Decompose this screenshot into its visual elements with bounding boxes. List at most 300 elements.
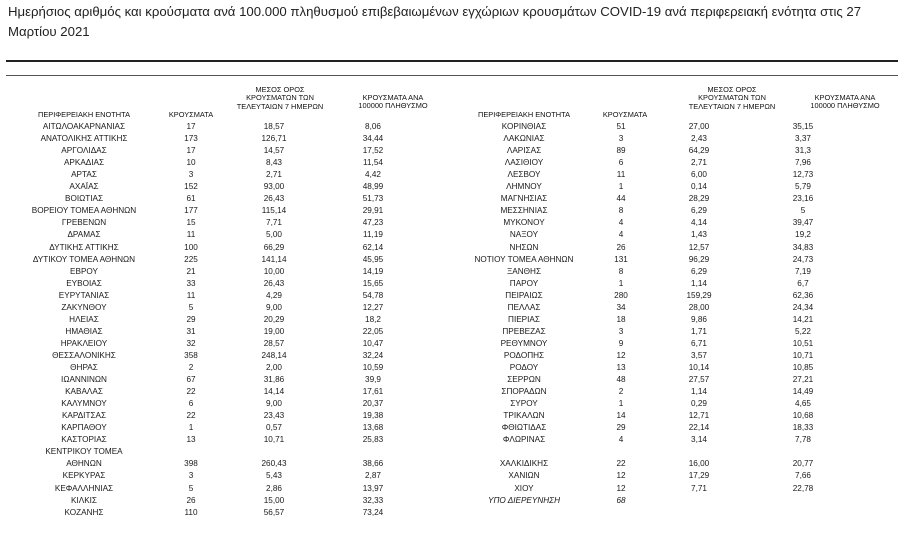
table-row [448, 495, 868, 507]
cases-cell: 4 [618, 435, 624, 445]
avg-cell: 18,57 [263, 122, 285, 131]
avg-cell: 4,29 [266, 290, 282, 300]
rate-cell: 13,97 [362, 483, 384, 493]
region-name: ΔΥΤΙΚΗΣ ΑΤΤΙΚΗΣ [49, 242, 119, 252]
table-row [448, 302, 868, 314]
region-name: ΕΒΡΟΥ [70, 266, 98, 276]
avg-cell: 10,00 [263, 266, 285, 276]
avg-cell: 126,71 [261, 134, 287, 144]
table-row [8, 434, 428, 446]
right-header-cases: ΚΡΟΥΣΜΑΤΑ [602, 110, 648, 119]
cases-cell: 100 [184, 242, 198, 252]
cases-cell: 68 [616, 495, 626, 505]
avg-cell: 1,14 [691, 387, 707, 397]
rate-cell: 10,68 [792, 411, 814, 421]
avg-cell: 93,00 [263, 182, 285, 192]
cases-cell: 10 [186, 158, 196, 168]
avg-cell: 2,71 [691, 158, 707, 168]
rate-cell: 62,36 [792, 290, 814, 300]
region-name: ΣΕΡΡΩΝ [507, 375, 541, 385]
region-name: ΑΙΤΩΛΟΑΚΑΡΝΑΝΙΑΣ [42, 122, 126, 131]
avg-cell: 16,00 [688, 459, 710, 469]
avg-cell: 2,86 [266, 483, 282, 493]
table-row [448, 338, 868, 350]
rate-cell: 4,65 [795, 399, 811, 409]
avg-cell: 2,43 [691, 134, 707, 144]
region-name: ΚΑΛΥΜΝΟΥ [61, 399, 107, 409]
table-row [448, 217, 868, 229]
avg-cell: 10,14 [688, 363, 710, 372]
cases-cell: 89 [616, 146, 626, 156]
avg-cell: 9,00 [266, 399, 282, 409]
region-name: ΔΥΤΙΚΟΥ ΤΟΜΕΑ ΑΘΗΝΩΝ [32, 254, 136, 264]
region-name: ΛΑΣΙΘΙΟΥ [504, 158, 544, 168]
cases-cell: 3 [188, 170, 194, 180]
region-name: ΚΙΛΚΙΣ [70, 495, 97, 505]
avg-cell: 28,29 [688, 194, 710, 204]
table-row [8, 326, 428, 338]
table-row [448, 254, 868, 266]
region-name: ΗΜΑΘΙΑΣ [65, 326, 103, 336]
avg-cell: 17,29 [688, 471, 710, 481]
rate-cell: 11,19 [363, 230, 383, 240]
cases-cell: 12 [616, 483, 626, 493]
region-name: ΠΙΕΡΙΑΣ [508, 314, 540, 324]
table-row [448, 193, 868, 205]
avg-cell: 26,43 [263, 278, 285, 288]
table-row [8, 229, 428, 241]
region-name: ΓΡΕΒΕΝΩΝ [61, 218, 107, 228]
region-name: ΛΑΡΙΣΑΣ [506, 146, 542, 156]
avg-cell: 27,57 [688, 375, 710, 385]
avg-cell: 28,00 [688, 302, 710, 312]
region-name: ΤΡΙΚΑΛΩΝ [503, 411, 545, 421]
rate-cell: 27,21 [792, 375, 814, 385]
table-row [8, 374, 428, 386]
region-name: ΒΟΙΩΤΙΑΣ [64, 194, 104, 204]
avg-cell: 10,71 [263, 435, 285, 445]
rate-cell: 5,79 [795, 182, 811, 192]
cases-cell: 1 [618, 182, 624, 192]
rate-cell: 14,19 [362, 266, 384, 276]
table-row [448, 229, 868, 241]
cases-cell: 11 [186, 290, 196, 300]
table-row [448, 434, 868, 446]
avg-cell: 6,00 [691, 170, 707, 180]
avg-cell: 28,57 [263, 338, 285, 348]
cases-cell: 173 [184, 134, 198, 144]
cases-cell: 1 [618, 399, 624, 409]
cases-cell: 17 [186, 146, 196, 156]
table-row [448, 133, 868, 145]
cases-cell: 6 [618, 158, 624, 168]
region-name: ΦΘΙΩΤΙΔΑΣ [501, 423, 547, 433]
avg-cell: 64,29 [688, 146, 710, 156]
rate-cell: 22,05 [362, 326, 384, 336]
rate-cell: 12,27 [362, 302, 384, 312]
avg-cell: 1,43 [691, 230, 707, 240]
table-row [8, 398, 428, 410]
table-row [8, 242, 428, 254]
avg-cell: 248,14 [261, 350, 287, 360]
table-row [8, 386, 428, 398]
table-row [8, 157, 428, 169]
avg-cell: 12,57 [688, 242, 710, 252]
left-header-region: ΠΕΡΙΦΕΡΕΙΑΚΗ ΕΝΟΤΗΤΑ [38, 110, 130, 119]
region-name: ΧΑΛΚΙΔΙΚΗΣ [499, 459, 549, 469]
rate-cell: 20,37 [362, 399, 384, 409]
rate-cell: 24,34 [792, 302, 814, 312]
region-name: ΥΠΟ ΔΙΕΡΕΥΝΗΣΗ [488, 495, 560, 505]
cases-cell: 26 [186, 495, 196, 505]
rate-cell: 23,16 [792, 194, 814, 204]
avg-cell: 0,14 [691, 182, 707, 192]
table-row [8, 169, 428, 181]
cases-cell: 4 [618, 230, 624, 240]
table-row [448, 278, 868, 290]
rate-cell: 54,78 [362, 290, 384, 300]
cases-cell: 22 [616, 459, 626, 469]
rate-cell: 73,24 [362, 507, 384, 517]
rate-cell: 11,54 [363, 158, 383, 168]
cases-cell: 61 [186, 194, 196, 204]
region-name: ΧΑΝΙΩΝ [508, 471, 540, 481]
region-name: ΧΙΟΥ [514, 483, 534, 493]
table-row [448, 145, 868, 157]
avg-cell: 1,71 [691, 326, 707, 336]
region-name: ΚΟΖΑΝΗΣ [64, 507, 104, 517]
rate-cell: 2,87 [365, 471, 381, 481]
rate-cell: 29,91 [362, 206, 384, 216]
avg-cell: 4,14 [691, 218, 707, 228]
region-name: ΔΡΑΜΑΣ [67, 230, 101, 240]
avg-cell: 159,29 [686, 290, 712, 300]
table-row [8, 314, 428, 326]
cases-cell: 110 [184, 507, 198, 517]
page-title: Ημερήσιος αριθμός και κρούσματα ανά 100.000 πληθυσμού επιβεβαιωμένων εγχώριων κρουσμάτων COVID-19 ανά περιφερειακή ενότητα στις 27 Μαρτίου 2021 [8, 4, 862, 39]
table-row [8, 217, 428, 229]
table-row [448, 181, 868, 193]
rate-cell: 38,66 [362, 459, 384, 469]
avg-cell: 14,57 [263, 146, 285, 156]
table-row [8, 410, 428, 422]
table-row [448, 157, 868, 169]
table-row [448, 326, 868, 338]
cases-cell: 1 [618, 278, 624, 288]
table-row [8, 254, 428, 266]
cases-cell: 26 [616, 242, 626, 252]
cases-cell: 17 [186, 122, 196, 131]
region-name: ΒΟΡΕΙΟΥ ΤΟΜΕΑ ΑΘΗΝΩΝ [31, 206, 137, 216]
avg-cell: 0,57 [266, 423, 282, 433]
rate-cell: 39,47 [792, 218, 814, 228]
rate-cell: 10,51 [792, 338, 814, 348]
region-name: ΘΗΡΑΣ [70, 363, 98, 372]
table-row [8, 422, 428, 434]
region-name: ΣΥΡΟΥ [510, 399, 538, 409]
region-name: ΕΥΒΟΙΑΣ [66, 278, 102, 288]
region-name: ΛΗΜΝΟΥ [506, 182, 542, 192]
table-row [8, 266, 428, 278]
header-divider [6, 75, 898, 76]
table-row [448, 266, 868, 278]
cases-cell: 11 [616, 170, 626, 180]
rate-cell: 39,9 [365, 375, 381, 385]
table-row [448, 169, 868, 181]
region-name: ΘΕΣΣΑΛΟΝΙΚΗΣ [52, 350, 116, 360]
rate-cell: 13,68 [362, 423, 384, 433]
cases-cell: 225 [184, 254, 198, 264]
region-name: ΚΑΡΠΑΘΟΥ [61, 423, 107, 433]
left-header-avg: ΜΕΣΟΣ ΟΡΟΣ ΚΡΟΥΣΜΑΤΩΝ ΤΩΝ ΤΕΛΕΥΤΑΙΩΝ 7 ΗΜΕΡΩΝ [236, 85, 324, 111]
cases-cell: 12 [616, 350, 626, 360]
cases-cell: 18 [616, 314, 626, 324]
rate-cell: 15,65 [362, 278, 384, 288]
region-name: ΚΕΝΤΡΙΚΟΥ ΤΟΜΕΑ [45, 447, 123, 457]
avg-cell: 27,00 [688, 122, 710, 131]
region-name: ΖΑΚΥΝΘΟΥ [61, 302, 107, 312]
cases-cell: 8 [618, 206, 624, 216]
avg-cell: 22,14 [688, 423, 710, 433]
cases-cell: 21 [186, 266, 196, 276]
region-name: ΕΥΡΥΤΑΝΙΑΣ [58, 290, 110, 300]
region-name: ΚΑΒΑΛΑΣ [65, 387, 103, 397]
region-name: ΑΡΚΑΔΙΑΣ [63, 158, 105, 168]
table-row [448, 483, 868, 495]
cases-cell: 34 [616, 302, 626, 312]
cases-cell: 2 [188, 363, 194, 372]
region-name: ΜΕΣΣΗΝΙΑΣ [500, 206, 548, 216]
table-row [448, 470, 868, 482]
avg-cell: 66,29 [263, 242, 285, 252]
table-row [448, 422, 868, 434]
rate-cell: 31,3 [795, 146, 811, 156]
rate-cell: 35,15 [792, 122, 814, 131]
region-name: ΚΑΡΔΙΤΣΑΣ [61, 411, 107, 421]
rate-cell: 7,19 [795, 266, 811, 276]
table-row [8, 133, 428, 145]
cases-cell: 51 [616, 122, 626, 131]
table-row [448, 362, 868, 374]
table-row [448, 290, 868, 302]
avg-cell: 115,14 [261, 206, 287, 216]
avg-cell: 8,43 [266, 158, 282, 168]
rate-cell: 45,95 [362, 254, 384, 264]
rate-cell: 20,77 [792, 459, 814, 469]
right-header-region: ΠΕΡΙΦΕΡΕΙΑΚΗ ΕΝΟΤΗΤΑ [478, 110, 570, 119]
rate-cell: 10,59 [362, 363, 384, 372]
avg-cell: 6,29 [691, 206, 707, 216]
region-name: ΑΡΓΟΛΙΔΑΣ [61, 146, 107, 156]
cases-cell: 8 [618, 266, 624, 276]
region-name: ΡΕΘΥΜΝΟΥ [500, 338, 548, 348]
rate-cell: 7,66 [795, 471, 811, 481]
avg-cell: 5,00 [266, 230, 282, 240]
cases-cell: 5 [188, 483, 194, 493]
region-name: ΛΑΚΩΝΙΑΣ [503, 134, 545, 144]
avg-cell: 3,57 [691, 350, 707, 360]
region-name: ΠΕΛΛΑΣ [507, 302, 541, 312]
rate-cell: 48,99 [362, 182, 384, 192]
rate-cell: 7,78 [795, 435, 811, 445]
table-row [8, 145, 428, 157]
region-name: ΚΕΡΚΥΡΑΣ [62, 471, 106, 481]
region-name: ΚΕΦΑΛΛΗΝΙΑΣ [54, 483, 114, 493]
table-row [8, 290, 428, 302]
region-name: ΦΛΩΡΙΝΑΣ [502, 435, 546, 445]
region-name: ΑΧΑΪΑΣ [69, 182, 99, 192]
region-name: ΗΡΑΚΛΕΙΟΥ [60, 338, 108, 348]
avg-cell: 23,43 [263, 411, 285, 421]
avg-cell: 9,86 [691, 314, 707, 324]
table-row [448, 314, 868, 326]
rate-cell: 34,83 [792, 242, 814, 252]
region-name: ΡΟΔΟΥ [509, 363, 539, 372]
avg-cell: 0,29 [691, 399, 707, 409]
cases-cell: 29 [616, 423, 626, 433]
cases-cell: 31 [186, 326, 196, 336]
rate-cell: 17,61 [362, 387, 384, 397]
region-name: ΞΑΝΘΗΣ [506, 266, 542, 276]
avg-cell: 260,43 [261, 459, 287, 469]
cases-cell: 3 [188, 471, 194, 481]
cases-cell: 131 [614, 254, 628, 264]
rate-cell: 14,49 [792, 387, 814, 397]
region-name: ΛΕΣΒΟΥ [507, 170, 541, 180]
region-name: ΑΘΗΝΩΝ [66, 459, 102, 469]
region-name: ΝΟΤΙΟΥ ΤΟΜΕΑ ΑΘΗΝΩΝ [474, 254, 574, 264]
rate-cell: 18,2 [365, 314, 381, 324]
cases-cell: 67 [186, 375, 196, 385]
rate-cell: 24,73 [792, 254, 814, 264]
right-header-rate: ΚΡΟΥΣΜΑΤΑ ΑΝΑ 100000 ΠΛΗΘΥΣΜΟ [810, 93, 880, 111]
top-divider [6, 60, 898, 62]
rate-cell: 12,73 [792, 170, 814, 180]
table-row [448, 350, 868, 362]
rate-cell: 3,37 [795, 134, 811, 144]
table-row [8, 302, 428, 314]
avg-cell: 15,00 [263, 495, 285, 505]
table-row [448, 205, 868, 217]
cases-cell: 15 [186, 218, 196, 228]
region-name: ΝΗΣΩΝ [509, 242, 539, 252]
table-row [448, 386, 868, 398]
table-row [448, 242, 868, 254]
rate-cell: 32,33 [362, 495, 384, 505]
avg-cell: 6,71 [691, 338, 707, 348]
cases-cell: 22 [186, 411, 196, 421]
cases-cell: 358 [184, 350, 198, 360]
cases-cell: 9 [618, 338, 624, 348]
cases-cell: 280 [614, 290, 628, 300]
cases-cell: 12 [616, 471, 626, 481]
rate-cell: 5,22 [795, 326, 811, 336]
region-name: ΠΑΡΟΥ [509, 278, 539, 288]
table-row [8, 483, 428, 495]
table-row [8, 350, 428, 362]
avg-cell: 141,14 [261, 254, 287, 264]
region-name: ΑΝΑΤΟΛΙΚΗΣ ΑΤΤΙΚΗΣ [40, 134, 128, 144]
rate-cell: 19,2 [795, 230, 811, 240]
table-row [8, 181, 428, 193]
rate-cell: 18,33 [792, 423, 814, 433]
rate-cell: 6,7 [797, 278, 809, 288]
avg-cell: 7,71 [266, 218, 282, 228]
rate-cell: 8,06 [365, 122, 381, 131]
table-row [448, 121, 868, 133]
rate-cell: 19,38 [362, 411, 384, 421]
avg-cell: 7,71 [691, 483, 707, 493]
cases-cell: 33 [186, 278, 196, 288]
table-row [448, 410, 868, 422]
region-name: ΚΟΡΙΝΘΙΑΣ [501, 122, 547, 131]
rate-cell: 5 [800, 206, 806, 216]
cases-cell: 11 [186, 230, 196, 240]
avg-cell: 56,57 [263, 507, 285, 517]
cases-cell: 13 [186, 435, 196, 445]
cases-cell: 177 [184, 206, 198, 216]
avg-cell: 31,86 [263, 375, 285, 385]
rate-cell: 62,14 [362, 242, 384, 252]
table-row [8, 121, 428, 133]
table-row [448, 374, 868, 386]
left-header-cases: ΚΡΟΥΣΜΑΤΑ [168, 110, 214, 119]
rate-cell: 4,42 [365, 170, 381, 180]
region-name: ΜΑΓΝΗΣΙΑΣ [500, 194, 548, 204]
region-name: ΑΡΤΑΣ [71, 170, 97, 180]
cases-cell: 29 [186, 314, 196, 324]
region-name: ΚΑΣΤΟΡΙΑΣ [61, 435, 107, 445]
region-name: ΗΛΕΙΑΣ [69, 314, 99, 324]
avg-cell: 96,29 [688, 254, 710, 264]
rate-cell: 22,78 [792, 483, 814, 493]
table-row [8, 470, 428, 482]
region-name: ΝΑΞΟΥ [509, 230, 539, 240]
region-name: ΜΥΚΟΝΟΥ [503, 218, 545, 228]
avg-cell: 3,14 [691, 435, 707, 445]
cases-cell: 22 [186, 387, 196, 397]
table-row [8, 278, 428, 290]
table-row [448, 398, 868, 410]
region-name: ΠΕΙΡΑΙΩΣ [505, 290, 543, 300]
cases-cell: 48 [616, 375, 626, 385]
avg-cell: 2,71 [266, 170, 282, 180]
cases-cell: 4 [618, 218, 624, 228]
table-row [8, 446, 428, 458]
right-header-avg: ΜΕΣΟΣ ΟΡΟΣ ΚΡΟΥΣΜΑΤΩΝ ΤΩΝ ΤΕΛΕΥΤΑΙΩΝ 7 ΗΜΕΡΩΝ [688, 85, 776, 111]
cases-cell: 3 [618, 326, 624, 336]
rate-cell: 25,83 [362, 435, 384, 445]
rate-cell: 17,52 [362, 146, 384, 156]
avg-cell: 12,71 [688, 411, 710, 421]
region-name: ΡΟΔΟΠΗΣ [503, 350, 545, 360]
avg-cell: 26,43 [263, 194, 285, 204]
avg-cell: 14,14 [263, 387, 285, 397]
rate-cell: 32,24 [362, 350, 384, 360]
table-row [448, 446, 868, 458]
cases-cell: 398 [184, 459, 198, 469]
region-name: ΙΩΑΝΝΙΝΩΝ [61, 375, 107, 385]
cases-cell: 6 [188, 399, 194, 409]
table-row [8, 193, 428, 205]
table-row [8, 205, 428, 217]
left-header-rate: ΚΡΟΥΣΜΑΤΑ ΑΝΑ 100000 ΠΛΗΘΥΣΜΟ [358, 93, 428, 111]
cases-cell: 1 [188, 423, 194, 433]
region-name: ΣΠΟΡΑΔΩΝ [501, 387, 547, 397]
rate-cell: 47,23 [362, 218, 384, 228]
cases-cell: 14 [616, 411, 626, 421]
table-row [8, 362, 428, 374]
